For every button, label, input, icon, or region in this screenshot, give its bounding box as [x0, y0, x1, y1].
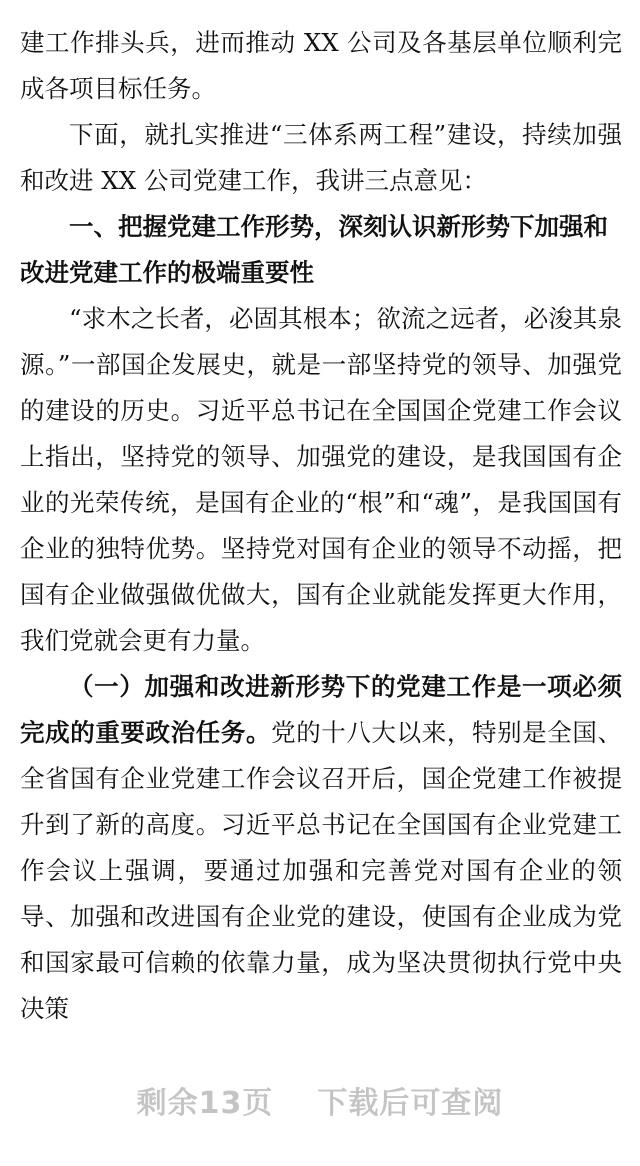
- paragraph-continuation: 建工作排头兵，进而推动 XX 公司及各基层单位顺利完成各项目标任务。: [20, 28, 622, 103]
- document-body: [20, 20, 622, 1032]
- remaining-pages-label: 剩余13页: [136, 1086, 274, 1121]
- subsection-body: 党的十八大以来，特别是全国、全省国有企业党建工作会议召开后，国企党建工作被提升到了新的高度。习近平总书记在全国国有企业党建工作会议上强调，要通过加强和完善党对国有企业的领导、加强和改进国有企业党的建设，使国有企业成为党和国家最可信赖的依靠力量，成为坚决贯彻执行党中央决策: [20, 718, 623, 1023]
- section-heading-1: 一、把握党建工作形势，深刻认识新形势下加强和改进党建工作的极端重要性: [20, 212, 608, 287]
- paragraph-history: “求木之长者，必固其根本；欲流之远者，必浚其泉源。”一部国企发展史，就是一部坚持党的领导、加强党的建设的历史。习近平总书记在全国国企党建工作会议上指出，坚持党的领导、加强党的建设，是我国国有企业的光荣传统，是国有企业的“根”和“魂”，是我国国有企业的独特优势。坚持党对国有企业的领导不动摇，把国有企业做强做优做大，国有企业就能发挥更大作用，我们党就会更有力量。: [20, 304, 622, 655]
- subsection-title: （一）加强和改进新形势下的党建工作是一项必须完成的重要政治任务。: [20, 672, 622, 747]
- paragraph-subsection-1: [20, 664, 622, 1032]
- download-hint-label: 下载后可查阅: [317, 1086, 504, 1121]
- paragraph-intro: 下面，就扎实推进“三体系两工程”建设，持续加强和改进 XX 公司党建工作，我讲三点意见：: [20, 120, 622, 195]
- download-banner[interactable]: [0, 1082, 640, 1126]
